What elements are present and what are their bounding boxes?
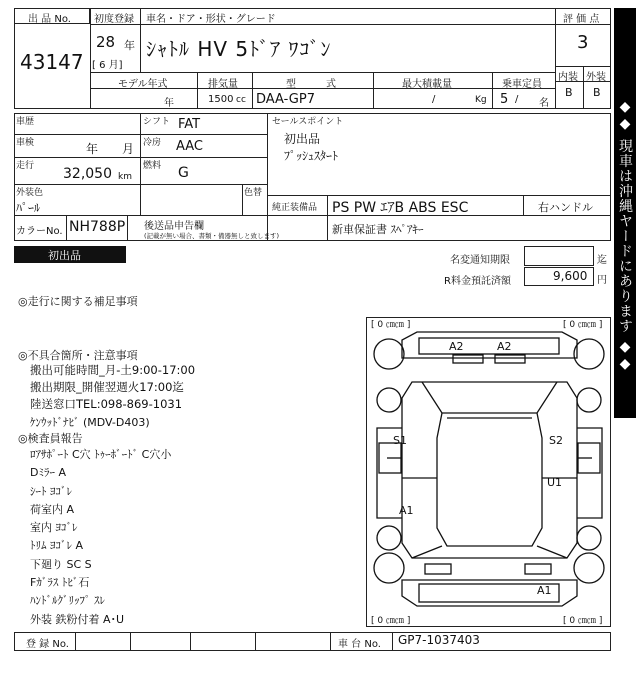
inspector-line-10: 外装 鉄粉付着 A･U <box>30 613 125 626</box>
inspector-line-1: ﾛｱｻﾎﾟｰﾄ C穴 ﾄｩｰﾎﾞｰﾄﾞ C穴小 <box>30 448 172 461</box>
shift-label: シフト <box>143 117 171 127</box>
interior-grade: B <box>565 86 573 99</box>
car-outline <box>367 318 612 628</box>
corner-tr: [ 0 ㎝㎝ ] <box>563 320 603 330</box>
displacement: 1500 <box>208 94 234 105</box>
defect-line-1: 搬出可能時間_月-土9:00-17:00 <box>30 363 196 377</box>
mark-a1-left: A1 <box>399 504 414 517</box>
shift: FAT <box>178 117 201 132</box>
equip-label: 純正装備品 <box>272 203 318 213</box>
car-name: ｼｬﾄﾙ HV 5ﾄﾞｱ ﾜｺﾞﾝ <box>146 37 332 61</box>
recycle-value: 9,600 <box>553 269 588 283</box>
displacement-unit: cc <box>236 95 246 105</box>
defect-line-4: ｹﾝｳｯﾄﾞﾅﾋﾞ (MDV-D403) <box>30 416 150 429</box>
sales-point-2: ﾌﾟｯｼｭｽﾀｰﾄ <box>284 149 339 163</box>
handle-side: 右ハンドル <box>538 201 593 214</box>
lot-no-label-cell <box>14 8 90 24</box>
type: DAA-GP7 <box>256 92 315 107</box>
color-change-label: 色替 <box>244 188 263 198</box>
interior-label: 内装 <box>558 72 578 83</box>
model-year-label: モデル年式 <box>118 79 168 90</box>
first-reg-year: 28 <box>96 33 116 51</box>
defect-line-2: 搬出期限_開催翌週火17:00迄 <box>30 380 184 394</box>
side-banner-text: ◆◆ 現車は沖縄ヤードにあります ◆◆ <box>617 99 633 373</box>
side-banner <box>614 8 636 418</box>
color-no-label: カラーNo. <box>16 226 63 237</box>
defects-label: ◎不具合箇所・注意事項 <box>18 349 138 362</box>
sales-point-1: 初出品 <box>284 132 321 146</box>
inspector-line-2: Dﾐﾗｰ A <box>30 466 66 479</box>
chassis-no: GP7-1037403 <box>398 633 480 647</box>
history-label: 車歴 <box>16 117 35 127</box>
ac: AAC <box>176 139 203 154</box>
sales-label: セールスポイント <box>272 117 344 127</box>
inspector-line-9: ﾊﾝﾄﾞﾙｸﾞﾘｯﾌﾟ ｽﾚ <box>30 594 105 607</box>
name-change-field <box>524 246 594 266</box>
inspector-line-5: 室内 ﾖｺﾞﾚ <box>30 521 78 534</box>
displacement-label: 排気量 <box>208 79 238 90</box>
inspector-line-6: ﾄﾘﾑ ﾖｺﾞﾚ A <box>30 539 84 552</box>
vehicle-label: 車名・ドア・形状・グレード <box>146 14 276 25</box>
recycle-label: R料金預託済額 <box>444 276 511 287</box>
corner-bl: [ 0 ㎝㎝ ] <box>371 616 411 626</box>
max-load-label: 最大積載量 <box>402 79 452 90</box>
equip: PS PW ｴｱB ABS ESC <box>332 200 469 216</box>
lot-no: 43147 <box>20 50 84 74</box>
type-label: 型 式 <box>286 79 336 90</box>
mileage-unit: km <box>118 172 132 182</box>
mark-s2: S2 <box>549 434 563 447</box>
mark-a1-right: A1 <box>537 584 552 597</box>
first-reg-label: 初度登録 <box>94 14 134 25</box>
reg-no-label: 登 録 No. <box>26 639 69 650</box>
defect-line-3: 陸送窓口TEL:098-869-1031 <box>30 397 183 411</box>
color-no: NH788P <box>69 219 126 235</box>
corner-br: [ 0 ㎝㎝ ] <box>563 616 603 626</box>
inspector-label: ◎検査員報告 <box>18 432 83 445</box>
corner-tl: [ 0 ㎝㎝ ] <box>371 320 411 330</box>
inspection-label: 車検 <box>16 138 35 148</box>
mileage-label: 走行 <box>16 161 35 171</box>
later-label: 後送品申告欄 <box>144 221 204 232</box>
lot-no-label: 出 品 No. <box>28 14 71 25</box>
name-change-unit: 迄 <box>597 255 607 266</box>
mark-a2-right: A2 <box>497 340 512 353</box>
mark-a2-left: A2 <box>449 340 464 353</box>
first-reg-month: [ 6 月] <box>92 60 123 71</box>
capacity-unit: 名 <box>539 98 549 109</box>
recycle-unit: 円 <box>597 275 607 286</box>
inspector-line-4: 荷室内 A <box>30 503 75 516</box>
inspector-line-8: Fｶﾞﾗｽ ﾄﾋﾞ石 <box>30 576 90 589</box>
first-listing-badge: 初出品 <box>14 246 126 263</box>
chassis-label: 車 台 No. <box>338 639 381 650</box>
mileage: 32,050 <box>63 166 112 182</box>
fuel: G <box>178 165 189 181</box>
equip-2: 新車保証書 ｽﾍﾟｱｷｰ <box>332 223 424 236</box>
name-change-label: 名変通知期限 <box>450 255 510 266</box>
exterior-grade: B <box>593 86 601 99</box>
later-note: (記載が無い場合、書類・備器無しと致します) <box>144 232 280 240</box>
max-load-value: / <box>432 94 436 105</box>
capacity-label: 乗車定員 <box>502 79 542 90</box>
ext-color-label: 外装色 <box>16 188 44 198</box>
first-reg-year-unit: 年 <box>124 39 135 52</box>
mark-u1: U1 <box>547 476 563 489</box>
running-notes-label: ◎走行に関する補足事項 <box>18 295 138 308</box>
damage-diagram <box>366 317 611 627</box>
score: 3 <box>577 32 589 53</box>
fuel-label: 燃料 <box>143 161 162 171</box>
mark-s1: S1 <box>393 434 407 447</box>
exterior-label: 外装 <box>586 72 606 83</box>
score-label: 評 価 点 <box>563 14 600 25</box>
capacity: 5 <box>500 92 509 107</box>
model-year-unit: 年 <box>164 98 174 109</box>
capacity-sep: / <box>515 94 519 105</box>
ac-label: 冷房 <box>143 138 162 148</box>
max-load-unit: Kg <box>475 95 487 105</box>
ext-color: ﾊﾟｰﾙ <box>16 201 41 215</box>
inspector-line-3: ｼｰﾄ ﾖｺﾞﾚ <box>30 485 72 498</box>
inspection-year: 年 <box>86 142 99 156</box>
inspection-month: 月 <box>122 142 135 156</box>
inspector-line-7: 下廻り SC S <box>30 558 92 571</box>
footer-box <box>14 632 611 651</box>
